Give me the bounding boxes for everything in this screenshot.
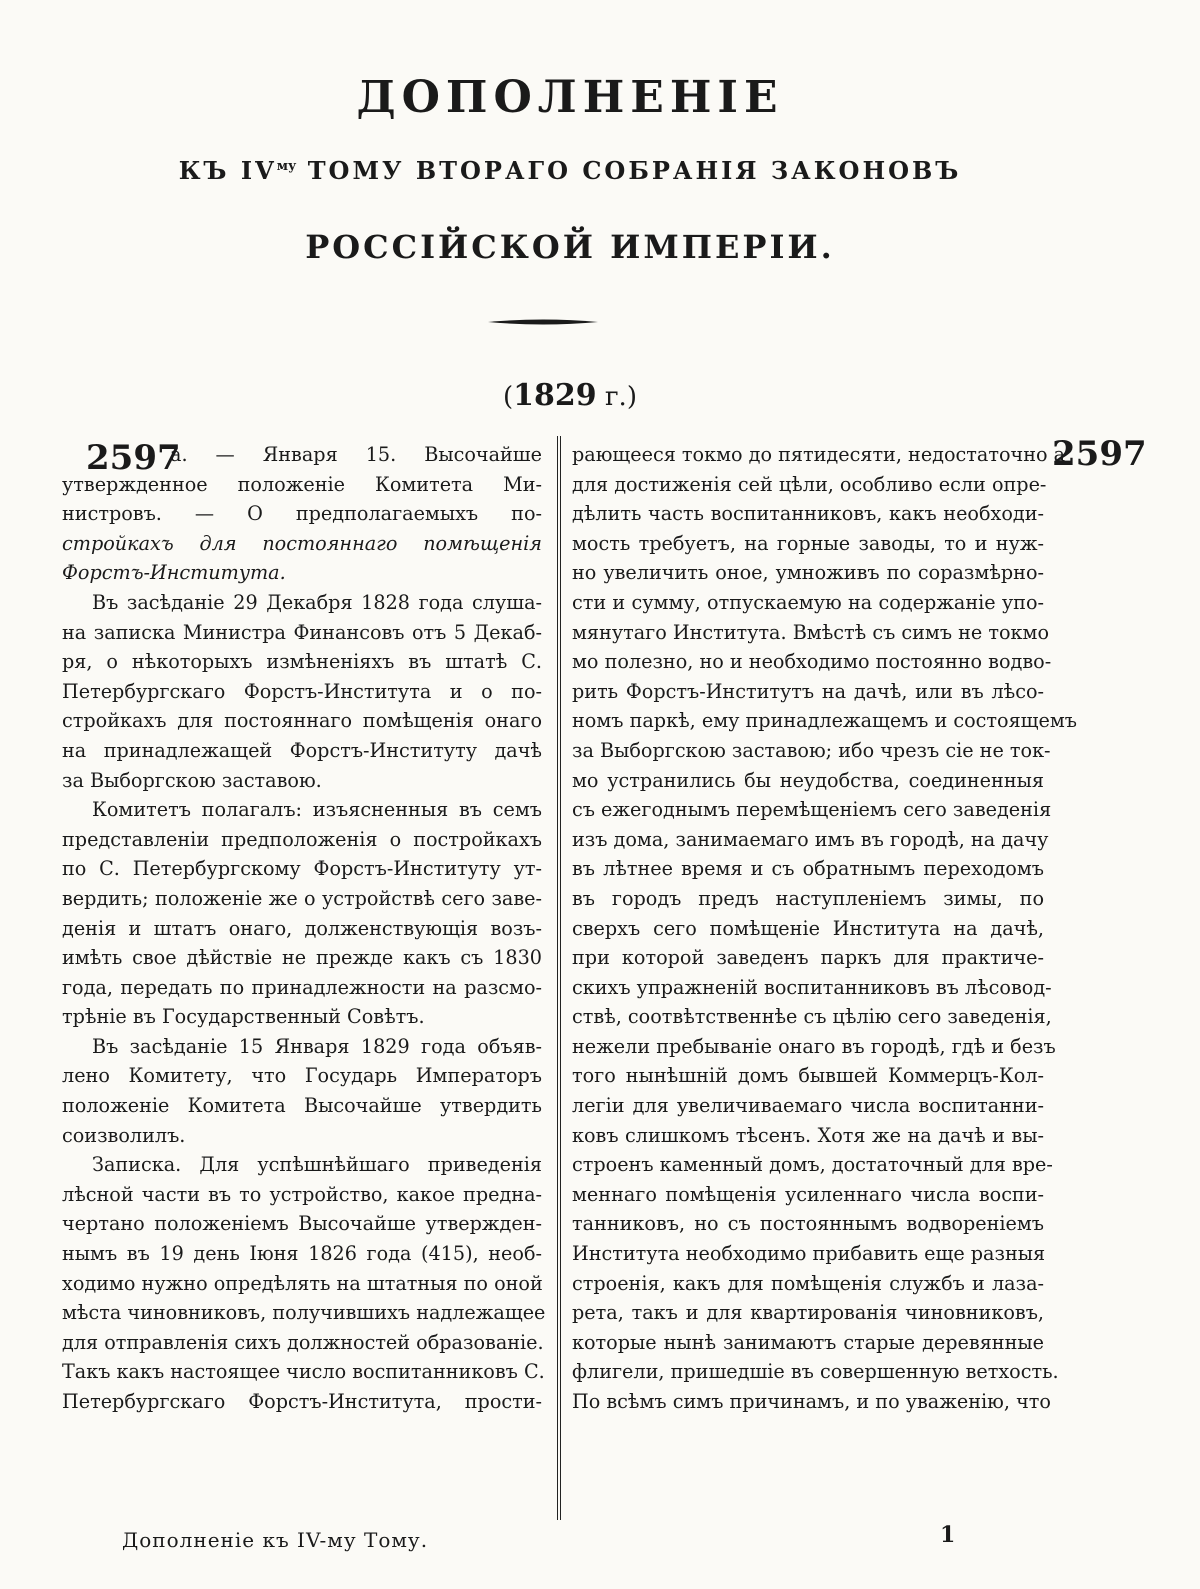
page-number: 1 — [940, 1522, 956, 1548]
left-column-line: а. — Января 15. Высочайше — [170, 443, 542, 466]
right-column-line: въ городъ предъ наступленiемъ зимы, по — [572, 886, 1044, 910]
left-column-line: Въ засѣданiе 15 Января 1829 года объяв- — [92, 1034, 542, 1058]
right-column-line: нежели пребыванiе онаго въ городѣ, гдѣ и безъ — [572, 1034, 1056, 1058]
right-column-line: при которой заведенъ паркъ для практиче- — [572, 946, 1044, 970]
left-column-line: чертано положенiемъ Высочайше утвержден- — [62, 1212, 542, 1236]
footer-signature: Дополненiе къ IV-му Тому. — [122, 1528, 429, 1552]
year-open: ( — [503, 382, 514, 412]
left-column-line: Форстъ-Института. — [62, 561, 286, 585]
right-column-line: сверхъ сего помѣщенiе Института на дачѣ, — [572, 916, 1044, 940]
right-column-line: рета, такъ и для квартированiя чиновниковъ, — [572, 1301, 1044, 1325]
left-column-line: стройкахъ для постояннаго помѣщенiя онаго — [62, 709, 542, 733]
left-margin-number: 2597 — [86, 438, 181, 478]
left-column-line: вердить; положенiе же о устройствѣ сего заве- — [62, 886, 542, 910]
right-column-line: мость требуетъ, на горные заводы, то и нуж- — [572, 531, 1044, 555]
right-column-line: танниковъ, но съ постояннымъ водворенiемъ — [572, 1212, 1044, 1236]
document-subtitle — [0, 156, 1140, 185]
column-divider — [557, 436, 561, 1520]
right-column-line: флигели, пришедшiе въ совершенную ветхость. — [572, 1360, 1059, 1384]
right-column-line: Института необходимо прибавить еще разныя — [572, 1242, 1046, 1266]
right-column-line: того нынѣшнiй домъ бывшей Коммерцъ-Кол- — [572, 1064, 1044, 1088]
left-column-line: ходимо нужно опредѣлять на штатныя по оной — [62, 1271, 543, 1295]
left-column-line: по С. Петербургскому Форстъ-Институту ут- — [62, 857, 542, 881]
right-column-line: номъ паркѣ, ему принадлежащемъ и состоящемъ — [572, 709, 1078, 733]
left-column-line: стройкахъ для постояннаго помѣщенiя — [62, 531, 542, 555]
right-column-line: скихъ упражненiй воспитанниковъ въ лѣсовод- — [572, 975, 1052, 999]
year-number: 1829 — [513, 378, 597, 413]
left-column-line: денiя и штатъ онаго, долженствующiя возъ- — [62, 916, 542, 940]
right-column-line: ствѣ, соотвѣтственнѣе съ цѣлiю сего заведенiя, — [572, 1005, 1052, 1029]
right-column-line: ковъ слишкомъ тѣсенъ. Хотя же на дачѣ и вы- — [572, 1123, 1044, 1147]
left-column-line: для отправленiя сихъ должностей образованiе. — [62, 1330, 544, 1354]
right-column-line: въ лѣтнее время и съ обратнымъ переходомъ — [572, 857, 1044, 881]
left-column-line: года, передать по принадлежности на разсмо- — [62, 975, 542, 999]
left-column-line: представленiи предположенiя о постройкахъ — [62, 827, 542, 851]
right-column-line: но увеличить оное, умноживъ по соразмѣрно- — [572, 561, 1044, 585]
right-column-line: съ ежегоднымъ перемѣщенiемъ сего заведенiя — [572, 798, 1052, 822]
left-column-line: нистровъ. — О предполагаемыхъ по- — [62, 502, 542, 526]
right-column-line: По всѣмъ симъ причинамъ, и по уваженiю, что — [572, 1390, 1051, 1413]
subtitle-pre: КЪ IV — [178, 156, 277, 185]
left-column-line: на принадлежащей Форстъ-Институту дачѣ — [62, 738, 542, 762]
right-margin-number: 2597 — [1052, 434, 1147, 474]
document-empire-title: РОССIЙСКОЙ ИМПЕРIИ. — [305, 228, 835, 266]
right-column-line: рающееся токмо до пятидесяти, недостаточно а — [572, 443, 1066, 466]
left-column-line: Комитетъ полагалъ: изъясненныя въ семъ — [92, 798, 542, 822]
left-column-line: на записка Министра Финансовъ отъ 5 Декаб- — [62, 620, 542, 644]
left-column-line: мѣста чиновниковъ, получившихъ надлежащее — [62, 1301, 546, 1325]
subtitle-superscript: му — [276, 159, 297, 174]
right-column-line: строенiя, какъ для помѣщенiя службъ и лаза- — [572, 1271, 1044, 1295]
left-column-line: утвержденное положенiе Комитета Ми- — [62, 472, 542, 496]
left-column-line: соизволилъ. — [62, 1123, 186, 1147]
left-column-line: Въ засѣданiе 29 Декабря 1828 года слуша- — [92, 590, 542, 614]
subtitle-post: ТОМУ ВТОРАГО СОБРАНIЯ ЗАКОНОВЪ — [307, 156, 962, 185]
left-column-line: трѣнiе въ Государственный Совѣтъ. — [62, 1005, 425, 1029]
document-title: ДОПОЛНЕНIЕ — [356, 72, 784, 123]
left-column-line: положенiе Комитета Высочайше утвердить — [62, 1094, 542, 1118]
left-column-line: за Выборгскою заставою. — [62, 768, 322, 792]
right-column-line: для достиженiя сей цѣли, особливо если опре- — [572, 472, 1047, 496]
right-column-line: рить Форстъ-Институтъ на дачѣ, или въ лѣсо- — [572, 679, 1044, 703]
left-column-line: Записка. Для успѣшнѣйшаго приведенiя — [92, 1153, 542, 1177]
left-column — [62, 440, 546, 1417]
right-column-line: сти и сумму, отпускаемую на содержанiе упо- — [572, 590, 1044, 614]
right-column-line: изъ дома, занимаемаго имъ въ городѣ, на дачу — [572, 827, 1049, 851]
left-column-line: нымъ въ 19 день Iюня 1826 года (415), необ- — [62, 1242, 542, 1266]
right-column-line: за Выборгскою заставою; ибо чрезъ сiе не ток- — [572, 738, 1051, 762]
left-column-line: имѣть свое дѣйствiе не прежде какъ съ 1830 — [62, 946, 542, 970]
right-column — [572, 440, 1078, 1417]
left-column-line: лено Комитету, что Государь Императоръ — [62, 1064, 542, 1088]
left-column-line: Петербургскаго Форстъ-Института и о по- — [62, 679, 542, 703]
right-column-line: легiи для увеличиваемаго числа воспитанни- — [572, 1094, 1044, 1118]
right-column-line: меннаго помѣщенiя усиленнаго числа воспи- — [572, 1182, 1044, 1206]
right-column-line: мянутаго Института. Вмѣстѣ съ симъ не токмо — [572, 620, 1050, 644]
right-column-line: мо полезно, но и необходимо постоянно водво- — [572, 650, 1052, 674]
ornament-rule — [488, 318, 598, 326]
left-column-line: Такъ какъ настоящее число воспитанниковъ С. — [62, 1360, 545, 1384]
right-column-line: строенъ каменный домъ, достаточный для вре- — [572, 1153, 1053, 1177]
right-column-line: дѣлить часть воспитанниковъ, какъ необходи- — [572, 502, 1044, 526]
right-column-line: мо устранились бы неудобства, соединенныя — [572, 768, 1044, 792]
left-column-line: лѣсной части въ то устройство, какое предна- — [62, 1182, 542, 1206]
left-column-line: Петербургскаго Форстъ-Института, прости- — [62, 1390, 542, 1413]
year-heading — [0, 378, 1140, 413]
year-close: г.) — [604, 382, 637, 412]
right-column-line: которые нынѣ занимаютъ старые деревянные — [572, 1330, 1044, 1354]
left-column-line: ря, о нѣкоторыхъ измѣненiяхъ въ штатѣ С. — [62, 650, 542, 674]
